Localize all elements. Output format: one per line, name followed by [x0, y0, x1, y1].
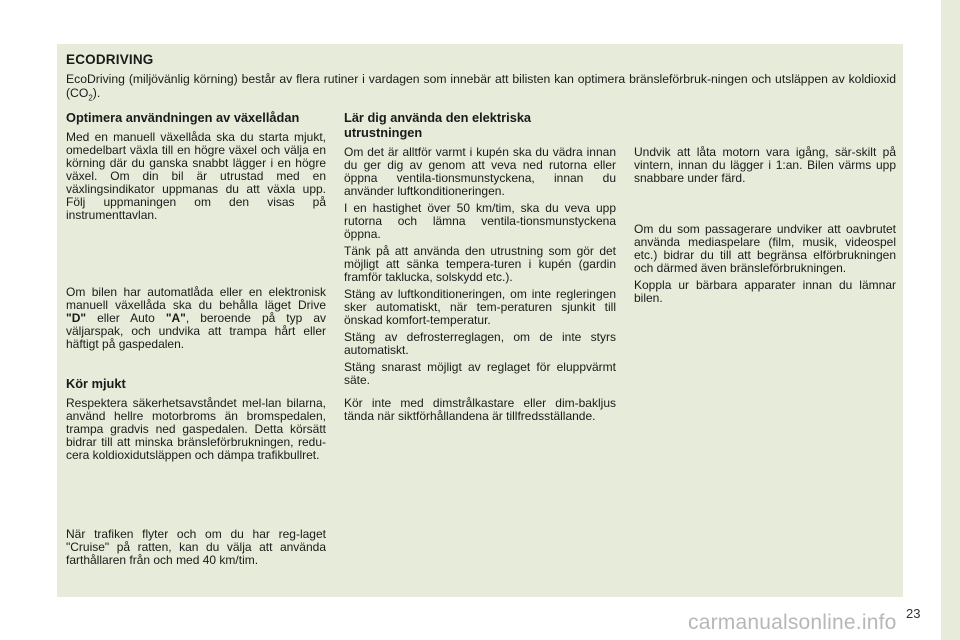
- paragraph-manual-gearbox: Med en manuell växellåda ska du starta mjukt, omedelbart växla till en högre växel och välja en körning där du ganska snabbt lägger i en högre växel. Om din bil är utrustad med en växlingsindikator uppmanas du att växla upp. Följ uppmaningen om den visas på instrumenttavlan.: [66, 130, 326, 222]
- paragraph-defroster: Stäng av defrosterreglagen, om de inte styrs automatiskt.: [344, 330, 616, 357]
- paragraph-cruise: När trafiken flyter och om du har reg-laget "Cruise" på ratten, kan du välja att använda farthållaren från och med 40 km/tim.: [66, 527, 326, 567]
- paragraph-speed-windows: I en hastighet över 50 km/tim, ska du veva upp rutorna och lämna ventila-tionsmunstyckena öppna.: [344, 201, 616, 241]
- column-3-media: [634, 223, 896, 305]
- side-band: [941, 0, 960, 640]
- column-1-smooth: [66, 376, 326, 462]
- heading-electrical: Lär dig använda den elektriska utrustningen: [344, 110, 532, 140]
- auto-text-a: Om bilen har automatlåda eller en elektronisk manuell växellåda ska du behålla läget Drive: [66, 285, 326, 312]
- heading-gearbox: Optimera användningen av växellådan: [66, 110, 300, 125]
- column-1: [66, 110, 326, 222]
- intro-paragraph: [66, 72, 896, 105]
- column-2: [344, 110, 616, 423]
- column-1-auto: [66, 286, 326, 351]
- heading-drive-smooth: Kör mjukt: [66, 376, 126, 391]
- page-number: 23: [906, 606, 921, 621]
- column-3: [634, 146, 896, 185]
- intro-text: EcoDriving (miljövänlig körning) består av flera rutiner i vardagen som innebär att bilisten kan optimera bränsleförbruk-ningen och utsläppen av koldioxid (CO: [66, 72, 896, 100]
- paragraph-devices: Koppla ur bärbara apparater innan du lämnar bilen.: [634, 278, 896, 305]
- auto-text-b: eller Auto: [86, 311, 166, 325]
- drive-mode-label: "D": [66, 311, 87, 325]
- paragraph-lower-temperature: Tänk på att använda den utrustning som gör det möjligt att sänka tempera-turen i kupén (gardin framför taklucka, solskydd etc.).: [344, 244, 616, 284]
- page-title: ECODRIVING: [66, 52, 154, 67]
- auto-text-c: , beroende på typ av väljarspak, och undvika att trampa hårt eller häftigt på gaspedalen.: [66, 311, 327, 351]
- paragraph-media: Om du som passagerare undviker att oavbrutet använda mediaspelare (film, musik, videospel etc.) bidrar du till att begränsa elförbrukningen och därmed även bränsleförbrukningen.: [634, 222, 896, 275]
- auto-mode-label: "A": [165, 311, 186, 325]
- paragraph-fog-lights: Kör inte med dimstrålkastare eller dim-bakljus tända när siktförhållandena är tillfredsställande.: [344, 396, 616, 423]
- intro-subscript: 2: [88, 93, 93, 103]
- column-1-cruise: [66, 528, 326, 567]
- paragraph-drive-smooth: Respektera säkerhetsavståndet mel-lan bilarna, använd hellre motorbroms än bromspedalen, trampa gradvis ned gaspedalen. Detta körsätt bidrar till att minska bränsleförbrukningen, redu-cera koldioxidutsläppen och dämpa trafikbullret.: [66, 396, 326, 462]
- intro-text-end: ).: [92, 86, 101, 100]
- paragraph-automatic-gearbox: [66, 286, 326, 351]
- paragraph-idling: Undvik att låta motorn vara igång, sär-skilt på vintern, innan du lägger i 1:an. Bilen värms upp snabbare under färd.: [634, 145, 896, 185]
- paragraph-heated-seat: Stäng snarast möjligt av reglaget för eluppvärmt säte.: [344, 360, 616, 387]
- paragraph-air-conditioning: Stäng av luftkonditioneringen, om inte regleringen sker automatiskt, när tem-peraturen sjunkit till önskad komfort-temperatur.: [344, 287, 616, 327]
- watermark-text: carmanualsonline.info: [688, 611, 897, 634]
- paragraph-ventilate: Om det är alltför varmt i kupén ska du vädra innan du ger dig av genom att veva ned rutorna eller öppna ventila-tionsmunstyckena, innan du använder luftkonditioneringen.: [344, 145, 616, 198]
